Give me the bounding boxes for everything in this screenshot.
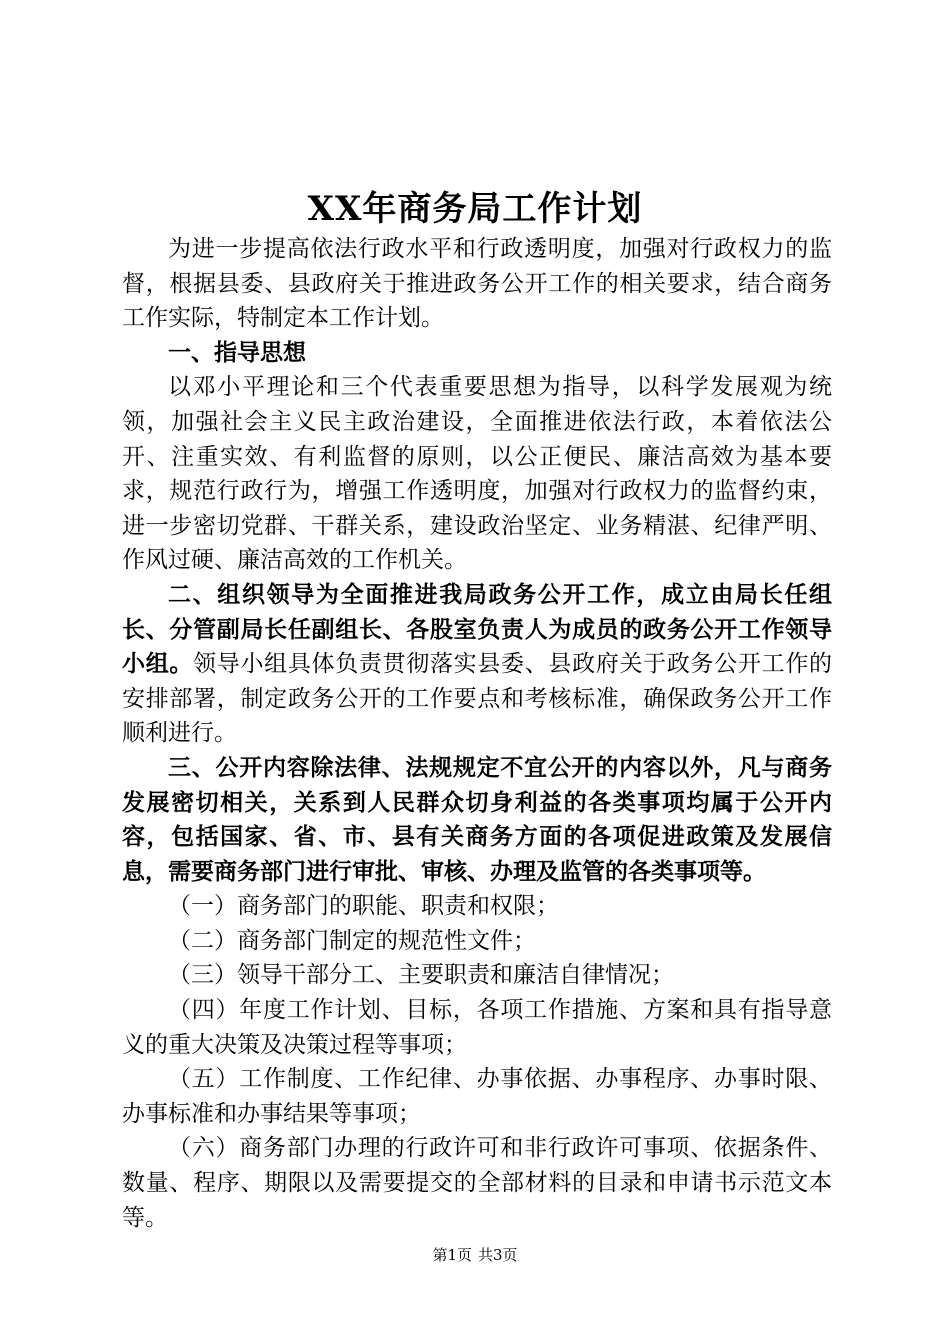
- page-number: 第1页: [432, 1246, 472, 1264]
- document-body: [122, 232, 832, 1235]
- list-item-5: （五）工作制度、工作纪律、办事依据、办事程序、办事时限、办事标准和办事结果等事项；: [122, 1066, 832, 1127]
- page-total: 共3页: [478, 1246, 518, 1264]
- document-title: XX年商务局工作计划: [307, 189, 643, 229]
- page-footer: [0, 1245, 950, 1265]
- intro-paragraph: 为进一步提高依法行政水平和行政透明度，加强对行政权力的监督，根据县委、县政府关于推进政务公开工作的相关要求，结合商务工作实际，特制定本工作计划。: [122, 236, 832, 332]
- section1-heading: 一、指导思想: [168, 339, 306, 366]
- section1-paragraph: 以邓小平理论和三个代表重要思想为指导，以科学发展观为统领，加强社会主义民主政治建设，全面推进依法行政，本着依法公开、注重实效、有利监督的原则，以公正便民、廉洁高效为基本要求，规范行政行为，增强工作透明度，加强对行政权力的监督约束，进一步密切党群、干群关系，建设政治坚定、业务精湛、纪律严明、作风过硬、廉洁高效的工作机关。: [122, 374, 832, 574]
- list-item-6: （六）商务部门办理的行政许可和非行政许可事项、依据条件、数量、程序、期限以及需要提交的全部材料的目录和申请书示范文本等。: [122, 1135, 832, 1231]
- list-item-4: （四）年度工作计划、目标，各项工作措施、方案和具有指导意义的重大决策及决策过程等事项；: [122, 997, 832, 1058]
- section3-paragraph: 三、公开内容除法律、法规规定不宜公开的内容以外，凡与商务发展密切相关，关系到人民群众切身利益的各类事项均属于公开内容，包括国家、省、市、县有关商务方面的各项促进政策及发展信息，需要商务部门进行审批、审核、办理及监管的各类事项等。: [122, 754, 832, 885]
- list-item-2: （二）商务部门制定的规范性文件；: [168, 927, 536, 954]
- section2-rest: 领导小组具体负责贯彻落实县委、县政府关于政务公开工作的安排部署，制定政务公开的工作要点和考核标准，确保政务公开工作顺利进行。: [122, 651, 833, 747]
- section2-paragraph: [122, 578, 832, 751]
- list-item-1: （一）商务部门的职能、职责和权限；: [168, 893, 559, 920]
- list-item-3: （三）领导干部分工、主要职责和廉洁自律情况；: [168, 962, 674, 989]
- section2-lead: 二、组织领导为全面推进我局政务公开工作，成立由局长任组长、分管副局长任副组长、各股室负责人为成员的政务公开工作领导小组。: [122, 581, 832, 678]
